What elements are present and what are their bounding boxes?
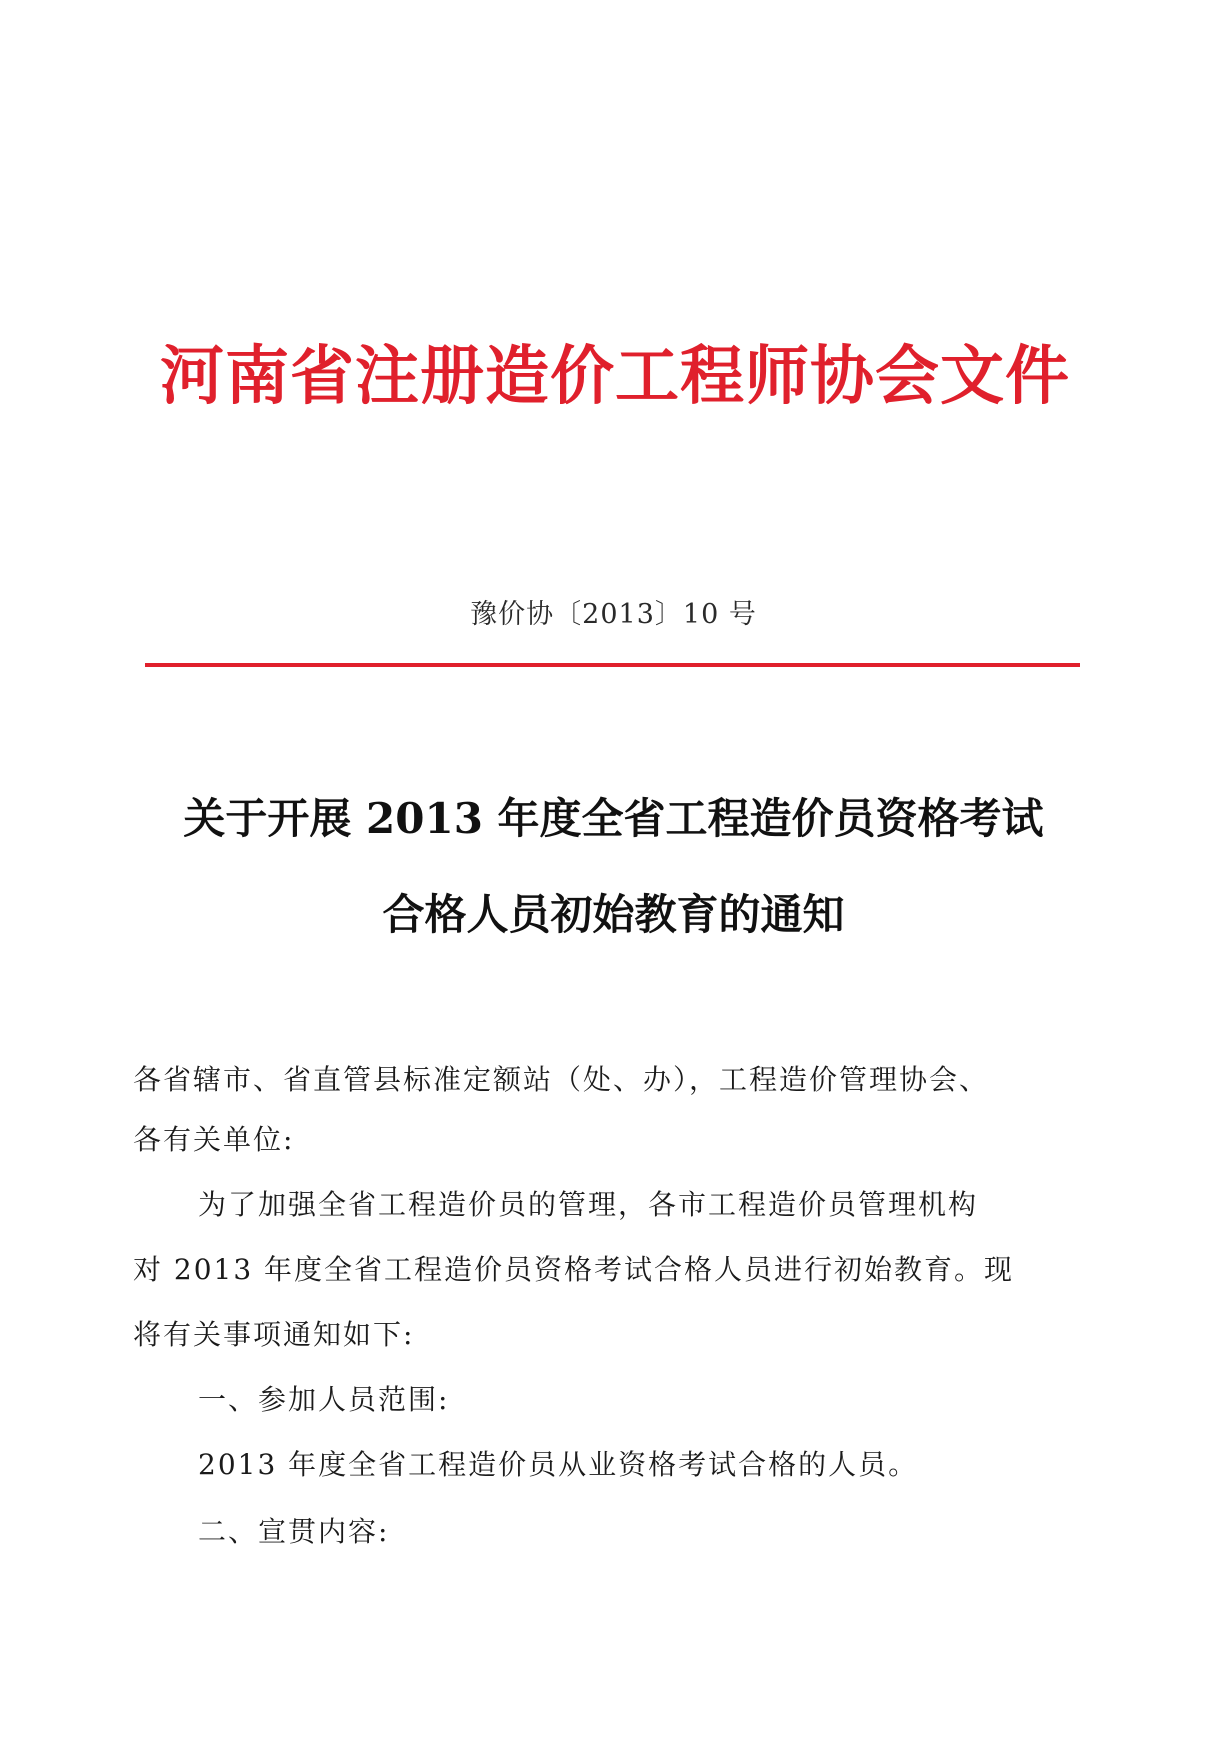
- addressee-line-1: 各省辖市、省直管县标准定额站（处、办），工程造价管理协会、: [133, 1063, 990, 1096]
- document-number: 豫价协〔2013〕10 号: [470, 599, 757, 630]
- red-divider-line: [145, 663, 1080, 667]
- paragraph-1-line-2: 对 2013 年度全省工程造价员资格考试合格人员进行初始教育。现: [133, 1253, 1015, 1286]
- document-title-line-2: 合格人员初始教育的通知: [382, 890, 845, 939]
- section-1-content: 2013 年度全省工程造价员从业资格考试合格的人员。: [198, 1448, 919, 1481]
- paragraph-1-line-1: 为了加强全省工程造价员的管理，各市工程造价员管理机构: [198, 1188, 979, 1221]
- section-1-heading: 一、参加人员范围:: [198, 1383, 450, 1416]
- section-2-heading: 二、宣贯内容:: [198, 1515, 390, 1548]
- addressee-line-2: 各有关单位:: [133, 1123, 295, 1156]
- document-title-line-1: 关于开展 2013 年度全省工程造价员资格考试: [183, 794, 1044, 843]
- paragraph-1-line-3: 将有关事项通知如下:: [133, 1318, 415, 1351]
- document-masthead: 河南省注册造价工程师协会文件: [160, 340, 1070, 414]
